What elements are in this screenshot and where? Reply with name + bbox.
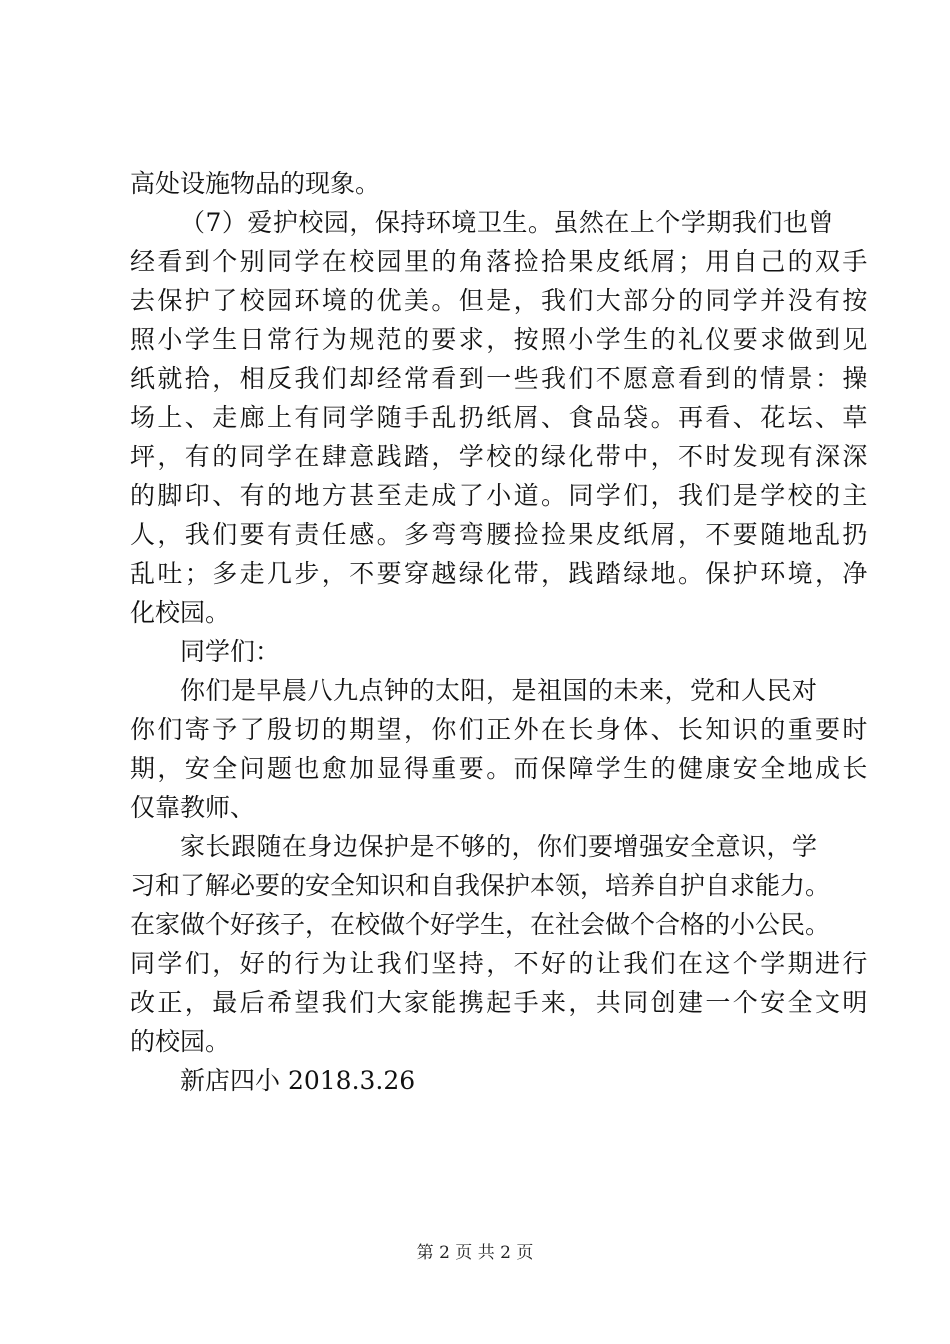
text-line: （7）爱护校园，保持环境卫生。虽然在上个学期我们也曾: [180, 208, 834, 237]
text-line: 家长跟随在身边保护是不够的，你们要增强安全意识，学: [180, 832, 818, 861]
text-line: 去保护了校园环境的优美。但是，我们大部分的同学并没有按: [130, 286, 870, 315]
text-line: 乱吐；多走几步，不要穿越绿化带，践踏绿地。保护环境，净: [130, 559, 870, 588]
text-line: 习和了解必要的安全知识和自我保护本领，培养自护自求能力。: [130, 871, 831, 900]
text-line: 同学们：: [180, 637, 281, 666]
text-line: 化校园。: [130, 598, 231, 627]
text-line: 坪，有的同学在肆意践踏，学校的绿化带中，不时发现有深深: [130, 442, 870, 471]
page-number-footer: 第 2 页 共 2 页: [416, 1243, 534, 1263]
document-body: [130, 164, 870, 1100]
text-line: 纸就拾，相反我们却经常看到一些我们不愿意看到的情景：操: [130, 364, 870, 393]
text-line: 经看到个别同学在校园里的角落捡拾果皮纸屑；用自己的双手: [130, 247, 870, 276]
text-line: 高处设施物品的现象。: [130, 169, 381, 198]
text-line: 的校园。: [130, 1027, 231, 1056]
text-line: 你们寄予了殷切的期望，你们正外在长身体、长知识的重要时: [130, 715, 870, 744]
text-line: 场上、走廊上有同学随手乱扔纸屑、食品袋。再看、花坛、草: [130, 403, 870, 432]
text-line: 仅靠教师、: [130, 793, 256, 822]
text-line: 照小学生日常行为规范的要求，按照小学生的礼仪要求做到见: [130, 325, 870, 354]
text-line: 在家做个好孩子，在校做个好学生，在社会做个合格的小公民。: [130, 910, 831, 939]
text-line: 期，安全问题也愈加显得重要。而保障学生的健康安全地成长: [130, 754, 870, 783]
text-line: 改正，最后希望我们大家能携起手来，共同创建一个安全文明: [130, 988, 870, 1017]
text-line: 同学们，好的行为让我们坚持，不好的让我们在这个学期进行: [130, 949, 870, 978]
text-line: 人，我们要有责任感。多弯弯腰捡捡果皮纸屑，不要随地乱扔: [130, 520, 870, 549]
text-line: 你们是早晨八九点钟的太阳，是祖国的未来，党和人民对: [180, 676, 818, 705]
text-line: 的脚印、有的地方甚至走成了小道。同学们，我们是学校的主: [130, 481, 870, 510]
signature-line: 新店四小 2018.3.26: [180, 1066, 416, 1095]
